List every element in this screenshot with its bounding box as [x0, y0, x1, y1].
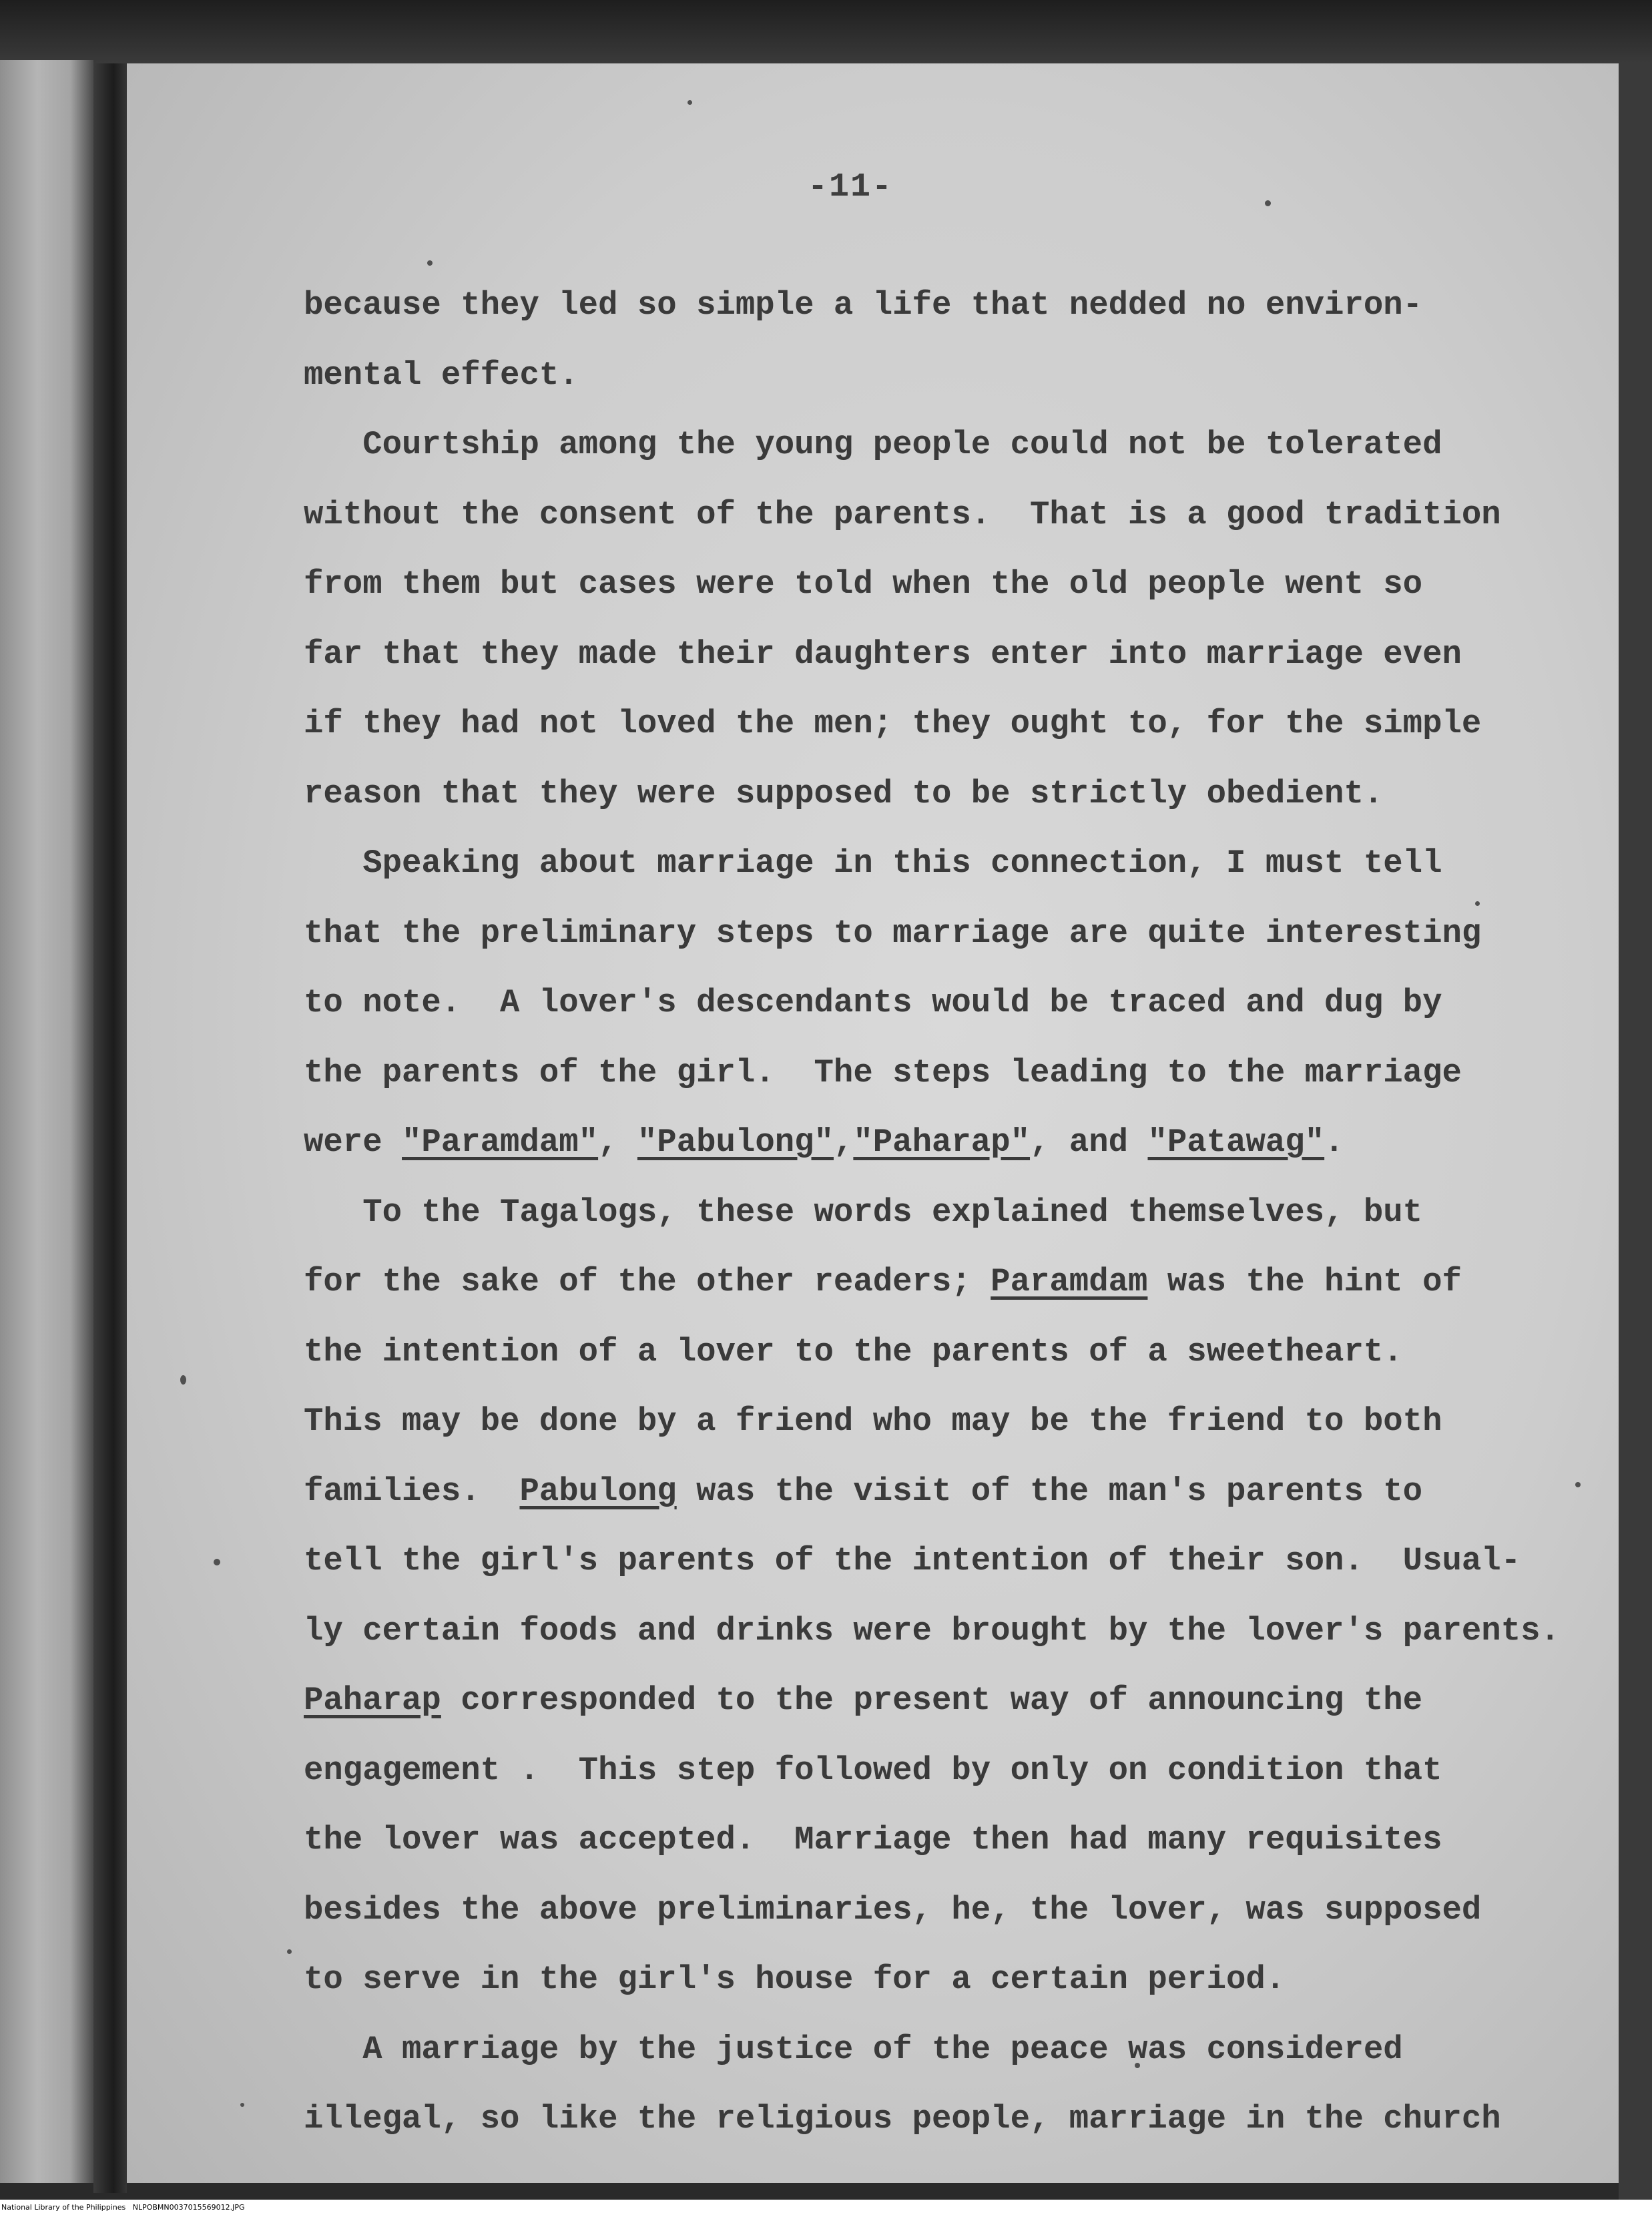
text-run: was the visit of the man's parents to: [676, 1472, 1423, 1510]
text-line: [304, 549, 1572, 620]
scan-top-edge: [0, 0, 1652, 63]
text-run: , and: [1030, 1124, 1148, 1161]
body-text: [304, 270, 1572, 2154]
text-run: far that they made their daughters enter into marriage even: [304, 635, 1462, 673]
text-line: [304, 1457, 1572, 1527]
text-line: [304, 828, 1572, 899]
text-run: .: [1324, 1124, 1344, 1161]
text-line: [304, 1178, 1572, 1248]
text-run: ly certain foods and drinks were brought by the lover's parents.: [304, 1612, 1560, 1650]
text-run: tell the girl's parents of the intention of their son. Usual-: [304, 1542, 1521, 1579]
underlined-term: Paramdam: [991, 1263, 1148, 1300]
text-line: [304, 1038, 1572, 1108]
scan-right-edge: [1619, 63, 1652, 2200]
speck: [1575, 1482, 1581, 1487]
text-run: without the consent of the parents. That is a good tradition: [304, 495, 1501, 533]
text-line: [304, 1387, 1572, 1457]
text-run: corresponded to the present way of announcing the: [441, 1682, 1423, 1719]
text-line: [304, 410, 1572, 480]
text-run: families.: [304, 1472, 520, 1510]
speck: [214, 1559, 220, 1565]
text-run: for the sake of the other readers;: [304, 1263, 991, 1300]
text-line: [304, 270, 1572, 340]
speck: [180, 1375, 186, 1385]
text-line: [304, 968, 1572, 1038]
text-run: if they had not loved the men; they ought to, for the simple: [304, 705, 1482, 742]
speck: [287, 1949, 292, 1954]
underlined-term: "Paramdam": [402, 1124, 599, 1161]
text-line: [304, 2015, 1572, 2085]
footer-caption: [0, 2202, 1652, 2213]
text-run: the intention of a lover to the parents of a sweetheart.: [304, 1332, 1403, 1371]
text-run: Speaking about marriage in this connection, I must tell: [304, 844, 1442, 882]
text-run: were: [304, 1124, 402, 1161]
speck: [687, 100, 692, 105]
underlined-term: Paharap: [304, 1682, 441, 1719]
text-line: [304, 1526, 1572, 1596]
text-run: mental effect.: [304, 356, 579, 394]
text-run: ,: [598, 1124, 637, 1161]
text-run: This may be done by a friend who may be the friend to both: [304, 1403, 1442, 1440]
text-run: was the hint of: [1147, 1263, 1462, 1300]
adjacent-page-strip: [0, 60, 93, 2183]
text-run: the parents of the girl. The steps leading to the marriage: [304, 1053, 1462, 1091]
text-run: ,: [833, 1124, 854, 1161]
text-run: to serve in the girl's house for a certain period.: [304, 1961, 1286, 1998]
text-run: besides the above preliminaries, he, the lover, was supposed: [304, 1891, 1482, 1929]
speck: [427, 260, 433, 266]
footer-file-id: NLPOBMN0037015569012.JPG: [132, 2203, 245, 2212]
text-line: [304, 1108, 1572, 1178]
text-line: [304, 480, 1572, 550]
text-line: [304, 1247, 1572, 1317]
text-line: [304, 2084, 1572, 2154]
book-spine: [93, 63, 127, 2193]
text-run: engagement . This step followed by only on condition that: [304, 1751, 1442, 1789]
text-line: [304, 759, 1572, 829]
speck: [1265, 200, 1271, 206]
underlined-term: Pabulong: [519, 1472, 677, 1510]
footer-library: National Library of the Philippines: [1, 2203, 126, 2212]
text-line: [304, 1596, 1572, 1666]
text-run: [304, 426, 362, 463]
text-run: Courtship among the young people could not be tolerated: [362, 426, 1442, 463]
text-line: [304, 1666, 1572, 1736]
text-line: [304, 1945, 1572, 2015]
text-line: [304, 1317, 1572, 1387]
underlined-term: "Paharap": [853, 1124, 1031, 1161]
text-line: [304, 620, 1572, 690]
text-run: to note. A lover's descendants would be traced and dug by: [304, 984, 1442, 1021]
text-line: [304, 899, 1572, 969]
text-run: from them but cases were told when the old people went so: [304, 565, 1423, 603]
text-run: that the preliminary steps to marriage are quite interesting: [304, 914, 1482, 952]
text-run: illegal, so like the religious people, marriage in the church: [304, 2100, 1501, 2138]
text-line: [304, 1875, 1572, 1945]
speck: [240, 2103, 244, 2107]
text-line: [304, 1736, 1572, 1806]
text-run: A marriage by the justice of the peace was considered: [304, 2030, 1403, 2068]
page-number: -11-: [808, 168, 894, 206]
text-run: reason that they were supposed to be strictly obedient.: [304, 774, 1384, 812]
text-run: because they led so simple a life that nedded no environ-: [304, 286, 1423, 324]
text-run: the lover was accepted. Marriage then had many requisites: [304, 1821, 1442, 1859]
underlined-term: "Pabulong": [637, 1124, 834, 1161]
text-run: To the Tagalogs, these words explained themselves, but: [304, 1193, 1423, 1231]
underlined-term: "Patawag": [1147, 1124, 1325, 1161]
text-line: [304, 1805, 1572, 1875]
text-line: [304, 689, 1572, 759]
text-line: [304, 340, 1572, 411]
